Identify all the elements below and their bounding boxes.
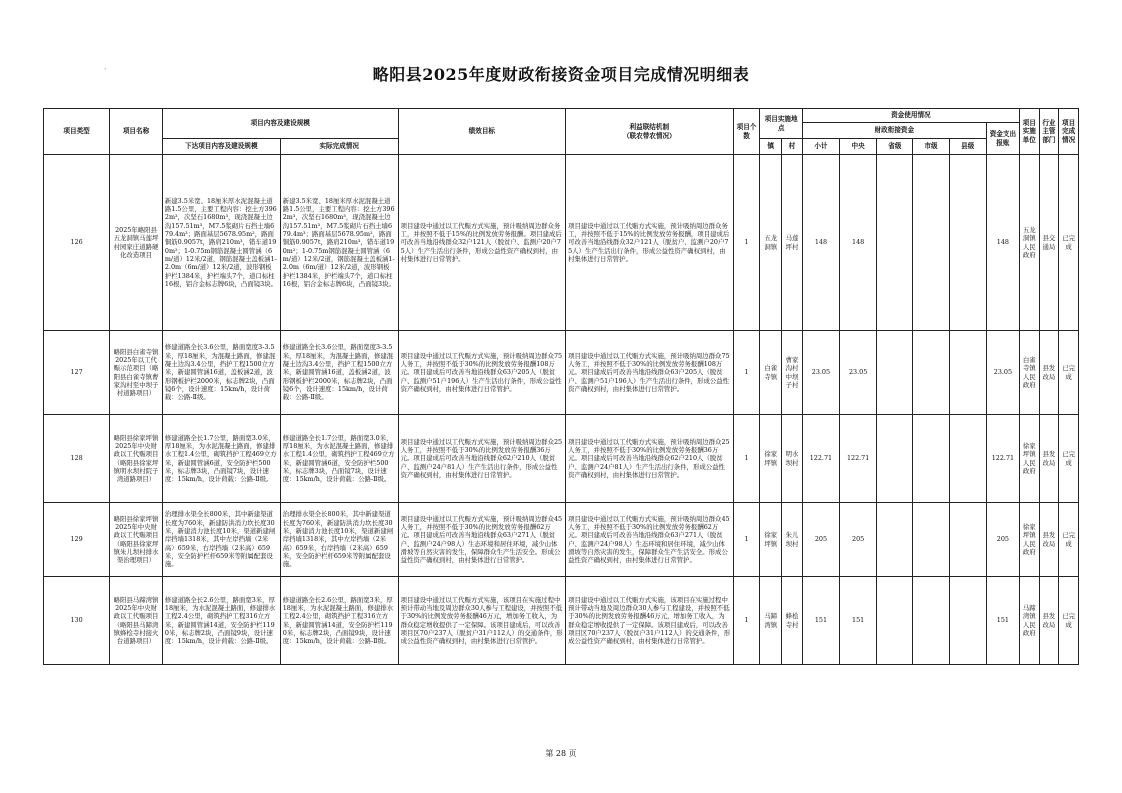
header-name: 项目名称: [110, 109, 163, 155]
table-row: [44, 503, 1079, 577]
cell-subtotal: 23.05: [802, 331, 839, 415]
cell-subtotal: 148: [802, 155, 839, 331]
cell-actual: 修建道路全长3.6公里，路面宽度3-3.5米，厚18厘米，为混凝土路面，修建混凝土边沟3.4公里，挡护工程1500立方米，新建圆管涵16道，盖板涵2道，波形钢板护栏2000米，标志牌2块，凸面镜6个，设计速度：15km/h，设计荷载：公路-Ⅱ级。: [280, 331, 398, 415]
cell-planned: 修建道路全长3.6公里，路面宽度3-3.5米，厚18厘米，为混凝土路面，修建混凝土边沟3.4公里，挡护工程1500立方米，新建圆管涵16道，盖板涵2道，波形钢板护栏2000米，标志牌2块，凸面镜6个，设计速度：15km/h，设计荷载：公路-Ⅱ级。: [162, 331, 280, 415]
cell-count: 1: [733, 331, 760, 415]
cell-planned: 修建道路全长2.6公里，路面宽3米，厚18厘米，为水泥混凝土路面，修建排水工程2.4公里，砌筑挡护工程316立方米，新建圆管涵14道，安全防护栏1190米，标志牌2块，凸面镜9块，设计速度：15km/h，设计荷载：公路-Ⅱ级。: [162, 577, 280, 665]
cell-subtotal: 122.71: [802, 415, 839, 503]
cell-county: [949, 577, 986, 665]
cell-name: 略阳县徐家坪镇2025年中央财政以工代赈项目（略阳县徐家坪镇明水坝村院子湾道路项目）: [110, 415, 163, 503]
cell-unit: 白雀寺镇人民政府: [1019, 331, 1039, 415]
cell-central: 148: [840, 155, 877, 331]
cell-benefit: 项目建设中通过以工代赈方式实施，预计吸纳周边群众75人务工，并按照不低于30%的比例发放劳务报酬108万元。项目建成后可改善当地沿线群众63户205人（脱贫户、监测户51户196人）生产生活出行条件，形成公益性资产确权到村，由村集体进行日常管护。: [566, 331, 733, 415]
cell-spent: 148: [986, 155, 1019, 331]
cell-village: 朱儿坝村: [782, 503, 803, 577]
table-row: [44, 577, 1079, 665]
header-dept: 行业主管部门: [1039, 109, 1059, 155]
cell-central: 122.71: [840, 415, 877, 503]
cell-city: [913, 155, 949, 331]
cell-type: 128: [44, 415, 110, 503]
cell-benefit: 项目建设中通过以工代赈方式实施，预计吸纳周边群众45人务工，并按照不低于30%的比例发放劳务报酬62万元。项目建成后可改善当地沿线群众63户271人（脱贫户、监测户24户98人）生态环境和居住环境，减少山体滑坡等自然灾害的发生，保障群众生产生活安全。形成公益性资产确权到村，由村集体进行日常管护。: [566, 503, 733, 577]
header-province: 省级: [877, 139, 913, 155]
cell-status: 已完成: [1059, 155, 1079, 331]
cell-goal: 项目建设中通过以工代赈方式实施，预计吸纳周边群众75人务工，并按照不低于30%的比例发放劳务报酬108万元。项目建成后可改善当地沿线群众63户205人（脱贫户、监测户51户196人）生产生活出行条件，形成公益性资产确权到村，由村集体进行日常管护。: [398, 331, 565, 415]
cell-province: [877, 503, 913, 577]
cell-goal: 项目建设中通过以工代赈方式实施，预计吸纳周边群众务工，并按照不低于15%的比例发放劳务报酬。项目建成后可改善当地沿线群众32户121人（脱贫户、监测户20户75人）生产生活出行条件，形成公益性资产确权到村，由村集体进行日常管护。: [398, 155, 565, 331]
cell-planned: 新建3.5米宽、18厘米厚水泥混凝土道路1.5公里，主要工程内容：挖土方3962m³，次坚石1680m³，现浇混凝土边沟157.51m³，M7.5浆砌片石挡土墙679.4m³；路面基层5678.95m²，路面铜筋0.9057t，路肩210m³，错车道190m²；1-0.75m钢筋混凝土圆管涵（6m/道）12米/2道，钢筋混凝土盖板涵1-2.0m（6m/道）12米/2道，波形钢板护栏1384米，护栏端头7个，道口标柱16根，铝合金标志牌6块，凸面镜3块。: [162, 155, 280, 331]
header-location: 项目实施地点: [760, 109, 802, 139]
cell-dept: 县发改局: [1039, 331, 1059, 415]
cell-village: 蜂桧寺村: [782, 577, 803, 665]
cell-province: [877, 155, 913, 331]
cell-count: 1: [733, 415, 760, 503]
cell-benefit: 项目建设中通过以工代赈方式实施，预计吸纳周边群众务工，并按照不低于15%的比例发放劳务报酬，项目建成后可改善当地沿线群众32户121人（脱贫户、监测户20户75人）生产生活出行条件，形成公益性资产确权到村，由村集体进行日常管护。: [566, 155, 733, 331]
header-actual: 实际完成情况: [280, 139, 398, 155]
cell-spent: 122.71: [986, 415, 1019, 503]
cell-name: 略阳县白雀寺镇2025年以工代赈示范项目（略阳县白雀寺镇曹家沟村至中坝子村道路项目）: [110, 331, 163, 415]
cell-type: 129: [44, 503, 110, 577]
project-table: [43, 108, 1079, 665]
cell-village: 曹家沟村中坝子村: [782, 331, 803, 415]
cell-city: [913, 331, 949, 415]
cell-planned: 治理排水渠全长800米，其中新建渠道长度为760米，新建防洪消力坎长度30米，新建消力池长度10米，渠道新建闸岸挡墙1318米，其中左岸挡墙（2米高）659米，右岸挡墙（2米高）659米，安全防护栏杆659米等附属配套设施。: [162, 503, 280, 577]
cell-central: 151: [840, 577, 877, 665]
header-spent: 资金支出报账: [986, 123, 1019, 155]
cell-name: 略阳县马蹄湾镇2025年中央财政以工代赈项目（略阳县马蹄湾镇蜂桧寺村接火台道路项目）: [110, 577, 163, 665]
cell-spent: 23.05: [986, 331, 1019, 415]
cell-central: 205: [840, 503, 877, 577]
header-goal: 绩效目标: [398, 109, 565, 155]
cell-town: 白雀寺镇: [760, 331, 782, 415]
cell-status: 已完成: [1059, 577, 1079, 665]
cell-central: 23.05: [840, 331, 877, 415]
cell-goal: 项目建设中通过以工代赈方式实施，该项目在实施过程中预计带动当地及周边群众30人参与工程建设，并按照不低于30%的比例发放劳务报酬46万元，增加务工收入，为群众稳定增收提供了一定保障。该项目建成后，可以改善项目区70户237人（脱贫户31户112人）的交通条件，形成公益性资产确权到村，由村集体进行日常管护。: [398, 577, 565, 665]
cell-town: 马蹄湾镇: [760, 577, 782, 665]
page-number: 第 28 页: [545, 749, 577, 758]
header-fund-sub: 财政衔接资金: [802, 123, 986, 139]
cell-name: 略阳县徐家坪镇2025年中央财政以工代赈项目（略阳县徐家坪镇朱儿坝村排水渠治理项目）: [110, 503, 163, 577]
header-planned: 下达项目内容及建设规模: [162, 139, 280, 155]
cell-unit: 五龙洞镇人民政府: [1019, 155, 1039, 331]
cell-unit: 徐家坪镇人民政府: [1019, 415, 1039, 503]
table-body: [44, 155, 1079, 665]
header-county: 县级: [949, 139, 986, 155]
cell-goal: 项目建设中通过以工代赈方式实施，预计吸纳周边群众25人务工，并按照不低于30%的比例发放劳务报酬36万元。项目建成后可改善当地沿线群众62户210人（脱贫户、监测户24户81人）生产生活出行条件，形成公益性资产确权到村，由村集体进行日常管护。: [398, 415, 565, 503]
page-title: 略阳县2025年度财政衔接资金项目完成情况明细表: [372, 65, 750, 84]
cell-benefit: 项目建设中通过以工代赈方式实施，预计吸纳周边群众25人务工，并按照不低于30%的比例发放劳务报酬36万元。项目建成后可改善当地沿线群众62户210人（脱贫户、监测户24户81人）生产生活出行条件，形成公益性资产确权到村，由村集体进行日常管护。: [566, 415, 733, 503]
header-count: 项目个数: [733, 109, 760, 155]
cell-city: [913, 415, 949, 503]
header-city: 市级: [913, 139, 949, 155]
header-unit: 项目实施单位: [1019, 109, 1039, 155]
header-content: 项目内容及建设规模: [162, 109, 398, 139]
cell-subtotal: 205: [802, 503, 839, 577]
cell-actual: 治理排水渠全长800米，其中新建渠道长度为760米，新建防洪消力坎长度30米，新建消力池长度10米，渠道新建闸岸挡墙1318米，其中左岸挡墙（2米高）659米，右岸挡墙（2米高）659米，安全防护栏杆659米等附属配套设施。: [280, 503, 398, 577]
cell-status: 已完成: [1059, 503, 1079, 577]
table-row: [44, 155, 1079, 331]
cell-spent: 151: [986, 577, 1019, 665]
cell-subtotal: 151: [802, 577, 839, 665]
cell-count: 1: [733, 155, 760, 331]
cell-spent: 205: [986, 503, 1019, 577]
cell-dept: 县发改局: [1039, 503, 1059, 577]
cell-village: 明水坝村: [782, 415, 803, 503]
cell-town: 五龙洞镇: [760, 155, 782, 331]
header-benefit-line1: 利益联结机制: [629, 122, 670, 131]
cell-count: 1: [733, 503, 760, 577]
cell-count: 1: [733, 577, 760, 665]
cell-dept: 县发改局: [1039, 577, 1059, 665]
cell-unit: 马蹄湾镇人民政府: [1019, 577, 1039, 665]
cell-county: [949, 331, 986, 415]
cell-town: 徐家坪镇: [760, 503, 782, 577]
table-row: [44, 415, 1079, 503]
cell-benefit: 项目建设中通过以工代赈方式实施，该项目在实施过程中预计带动当地及周边群众30人参与工程建设，并按照不低于30%的比例发放劳务报酬46万元，增加务工收入，为群众稳定增收提供了一定保障。该项目建成后，可以改善项目区70户237人（脱贫户31户112人）的交通条件，形成公益性资产确权到村，由村集体进行日常管护。: [566, 577, 733, 665]
cell-province: [877, 577, 913, 665]
cell-province: [877, 331, 913, 415]
cell-actual: 修建道路全长1.7公里，路面宽3.0米，厚18厘米，为水泥混凝土路面，修建排水工程1.4公里，砌筑挡护工程469立方米，新建圆管涵6道，安全防护栏500米，标志牌3块，凸面镜7块，设计速度：15km/h，设计荷载：公路-Ⅱ级。: [280, 415, 398, 503]
cell-county: [949, 415, 986, 503]
header-fund: 资金使用情况: [802, 109, 1019, 123]
header-benefit: [566, 109, 733, 155]
cell-name: 2025年略阳县五龙洞镇马莲坪村园家庄道路硬化改造项目: [110, 155, 163, 331]
cell-county: [949, 155, 986, 331]
header-type: 项目类型: [44, 109, 110, 155]
table-row: [44, 331, 1079, 415]
header-status: 项目完成情况: [1059, 109, 1079, 155]
header-central: 中央: [840, 139, 877, 155]
cell-dept: 县交通局: [1039, 155, 1059, 331]
cell-type: 127: [44, 331, 110, 415]
corner-mark: 、: [104, 64, 111, 71]
cell-village: 马莲坪村: [782, 155, 803, 331]
cell-province: [877, 415, 913, 503]
cell-unit: 徐家坪镇人民政府: [1019, 503, 1039, 577]
cell-town: 徐家坪镇: [760, 415, 782, 503]
cell-dept: 县发改局: [1039, 415, 1059, 503]
cell-planned: 修建道路全长1.7公里，路面宽3.0米，厚18厘米，为水泥混凝土路面，修建排水工程1.4公里，砌筑挡护工程469立方米，新建圆管涵6道，安全防护栏500米，标志牌3块，凸面镜7块，设计速度：15km/h，设计荷载：公路-Ⅱ级。: [162, 415, 280, 503]
cell-status: 已完成: [1059, 415, 1079, 503]
cell-goal: 项目建设中通过以工代赈方式实施，预计吸纳周边群众45人务工，并按照不低于30%的比例发放劳务报酬62万元。项目建成后可改善当地沿线群众63户271人（脱贫户、监测户24户98人）生态环境和居住环境，减少山体滑坡等自然灾害的发生，保障群众生产生活安全。形成公益性资产确权到村，由村集体进行日常管护。: [398, 503, 565, 577]
header-benefit-line2: （联农带农情况）: [622, 131, 676, 140]
header-village: 村: [782, 139, 803, 155]
header-town: 镇: [760, 139, 782, 155]
cell-city: [913, 503, 949, 577]
cell-county: [949, 503, 986, 577]
cell-city: [913, 577, 949, 665]
cell-actual: 新建3.5米宽、18厘米厚水泥混凝土道路1.5公里，主要工程内容：挖土方3962m³，次坚石1680m³，现浇混凝土边沟157.51m³，M7.5浆砌片石挡土墙679.4m³；路面基层5678.95m²，路面铜筋0.9057t，路肩210m³，错车道190m²；1-0.75m钢筋混凝土圆管涵（6m/道）12米/2道，钢筋混凝土盖板涵1-2.0m（6m/道）12米/2道，波形钢板护栏1384米，护栏端头7个，道口标柱16根，铝合金标志牌6块，凸面镜3块。: [280, 155, 398, 331]
header-subtotal: 小计: [802, 139, 839, 155]
cell-type: 126: [44, 155, 110, 331]
cell-status: 已完成: [1059, 331, 1079, 415]
cell-actual: 修建道路全长2.6公里，路面宽3米，厚18厘米，为水泥混凝土路面，修建排水工程2.4公里，砌筑挡护工程316立方米，新建圆管涵14道，安全防护栏1190米，标志牌2块，凸面镜9块，设计速度：15km/h，设计荷载：公路-Ⅱ级。: [280, 577, 398, 665]
cell-type: 130: [44, 577, 110, 665]
